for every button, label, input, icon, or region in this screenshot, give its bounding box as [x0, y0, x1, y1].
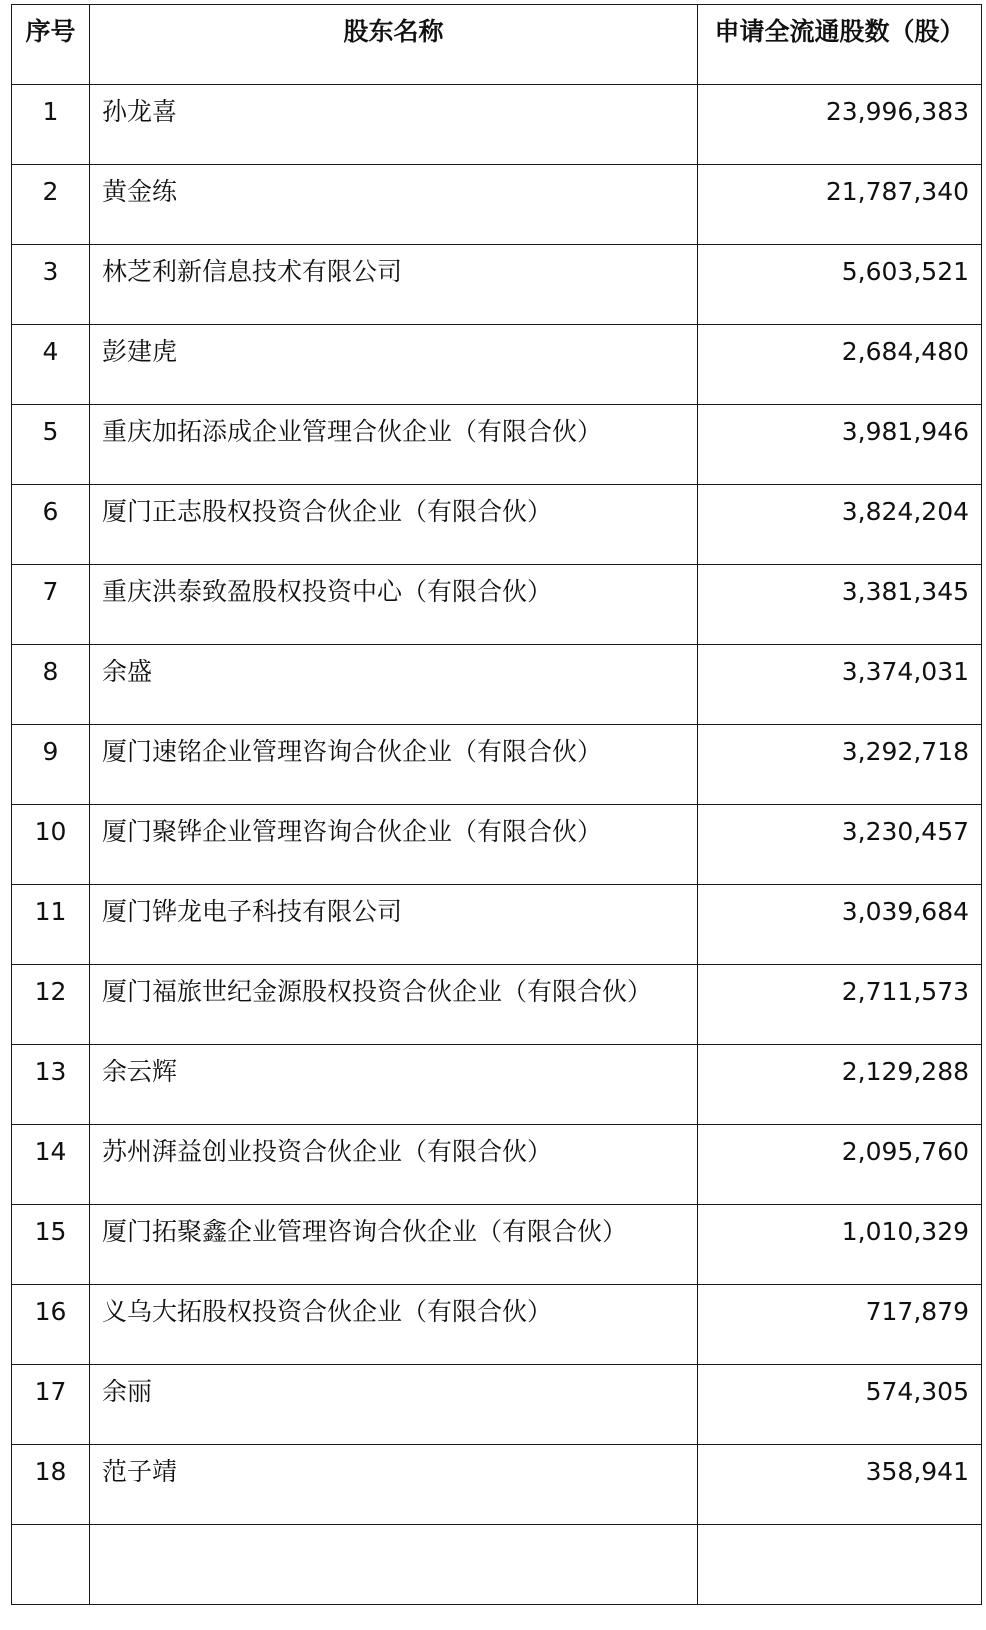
table-row — [12, 885, 982, 965]
empty-cell — [90, 1525, 698, 1605]
table-row — [12, 165, 982, 245]
row-shares: 717,879 — [698, 1285, 982, 1365]
header-shares: 申请全流通股数（股） — [698, 5, 982, 85]
row-name: 黄金练 — [90, 165, 698, 245]
row-index: 11 — [12, 885, 90, 965]
shareholder-table — [11, 4, 982, 1605]
table-row — [12, 965, 982, 1045]
row-index: 3 — [12, 245, 90, 325]
row-name: 余云辉 — [90, 1045, 698, 1125]
table-row — [12, 245, 982, 325]
row-shares: 2,129,288 — [698, 1045, 982, 1125]
table-row — [12, 565, 982, 645]
table-row — [12, 805, 982, 885]
table-row — [12, 645, 982, 725]
row-shares: 1,010,329 — [698, 1205, 982, 1285]
row-index: 13 — [12, 1045, 90, 1125]
table-header — [12, 5, 982, 85]
row-index: 10 — [12, 805, 90, 885]
row-shares: 2,711,573 — [698, 965, 982, 1045]
header-row — [12, 5, 982, 85]
row-name: 孙龙喜 — [90, 85, 698, 165]
row-shares: 2,095,760 — [698, 1125, 982, 1205]
table-row — [12, 85, 982, 165]
header-index: 序号 — [12, 5, 90, 85]
row-name: 重庆洪泰致盈股权投资中心（有限合伙） — [90, 565, 698, 645]
row-shares: 23,996,383 — [698, 85, 982, 165]
table-row — [12, 1285, 982, 1365]
row-name: 余丽 — [90, 1365, 698, 1445]
row-index: 15 — [12, 1205, 90, 1285]
table-row — [12, 485, 982, 565]
table-row — [12, 1045, 982, 1125]
row-index: 6 — [12, 485, 90, 565]
row-index: 12 — [12, 965, 90, 1045]
row-index: 5 — [12, 405, 90, 485]
row-shares: 3,381,345 — [698, 565, 982, 645]
table-row — [12, 405, 982, 485]
row-shares: 3,981,946 — [698, 405, 982, 485]
row-index: 17 — [12, 1365, 90, 1445]
row-shares: 574,305 — [698, 1365, 982, 1445]
row-name: 余盛 — [90, 645, 698, 725]
table-row — [12, 1365, 982, 1445]
row-index: 14 — [12, 1125, 90, 1205]
row-index: 2 — [12, 165, 90, 245]
row-shares: 3,230,457 — [698, 805, 982, 885]
table-body — [12, 85, 982, 1605]
row-index: 18 — [12, 1445, 90, 1525]
row-name: 厦门速铭企业管理咨询合伙企业（有限合伙） — [90, 725, 698, 805]
row-shares: 3,039,684 — [698, 885, 982, 965]
row-index: 7 — [12, 565, 90, 645]
row-shares: 3,374,031 — [698, 645, 982, 725]
row-shares: 3,824,204 — [698, 485, 982, 565]
table-row-continuation — [12, 1525, 982, 1605]
row-name: 厦门铧龙电子科技有限公司 — [90, 885, 698, 965]
row-index: 9 — [12, 725, 90, 805]
row-name: 厦门拓聚鑫企业管理咨询合伙企业（有限合伙） — [90, 1205, 698, 1285]
row-name: 苏州湃益创业投资合伙企业（有限合伙） — [90, 1125, 698, 1205]
row-shares: 21,787,340 — [698, 165, 982, 245]
table-row — [12, 1445, 982, 1525]
row-index: 1 — [12, 85, 90, 165]
row-shares: 3,292,718 — [698, 725, 982, 805]
row-shares: 5,603,521 — [698, 245, 982, 325]
row-name: 林芝利新信息技术有限公司 — [90, 245, 698, 325]
row-shares: 2,684,480 — [698, 325, 982, 405]
row-name: 义乌大拓股权投资合伙企业（有限合伙） — [90, 1285, 698, 1365]
row-name: 重庆加拓添成企业管理合伙企业（有限合伙） — [90, 405, 698, 485]
row-name: 厦门福旅世纪金源股权投资合伙企业（有限合伙） — [90, 965, 698, 1045]
row-name: 范子靖 — [90, 1445, 698, 1525]
header-name: 股东名称 — [90, 5, 698, 85]
row-index: 16 — [12, 1285, 90, 1365]
row-index: 4 — [12, 325, 90, 405]
empty-cell — [698, 1525, 982, 1605]
table-row — [12, 725, 982, 805]
table-row — [12, 1205, 982, 1285]
table-row — [12, 325, 982, 405]
row-name: 厦门聚铧企业管理咨询合伙企业（有限合伙） — [90, 805, 698, 885]
row-name: 厦门正志股权投资合伙企业（有限合伙） — [90, 485, 698, 565]
row-index: 8 — [12, 645, 90, 725]
table-row — [12, 1125, 982, 1205]
empty-cell — [12, 1525, 90, 1605]
row-shares: 358,941 — [698, 1445, 982, 1525]
row-name: 彭建虎 — [90, 325, 698, 405]
